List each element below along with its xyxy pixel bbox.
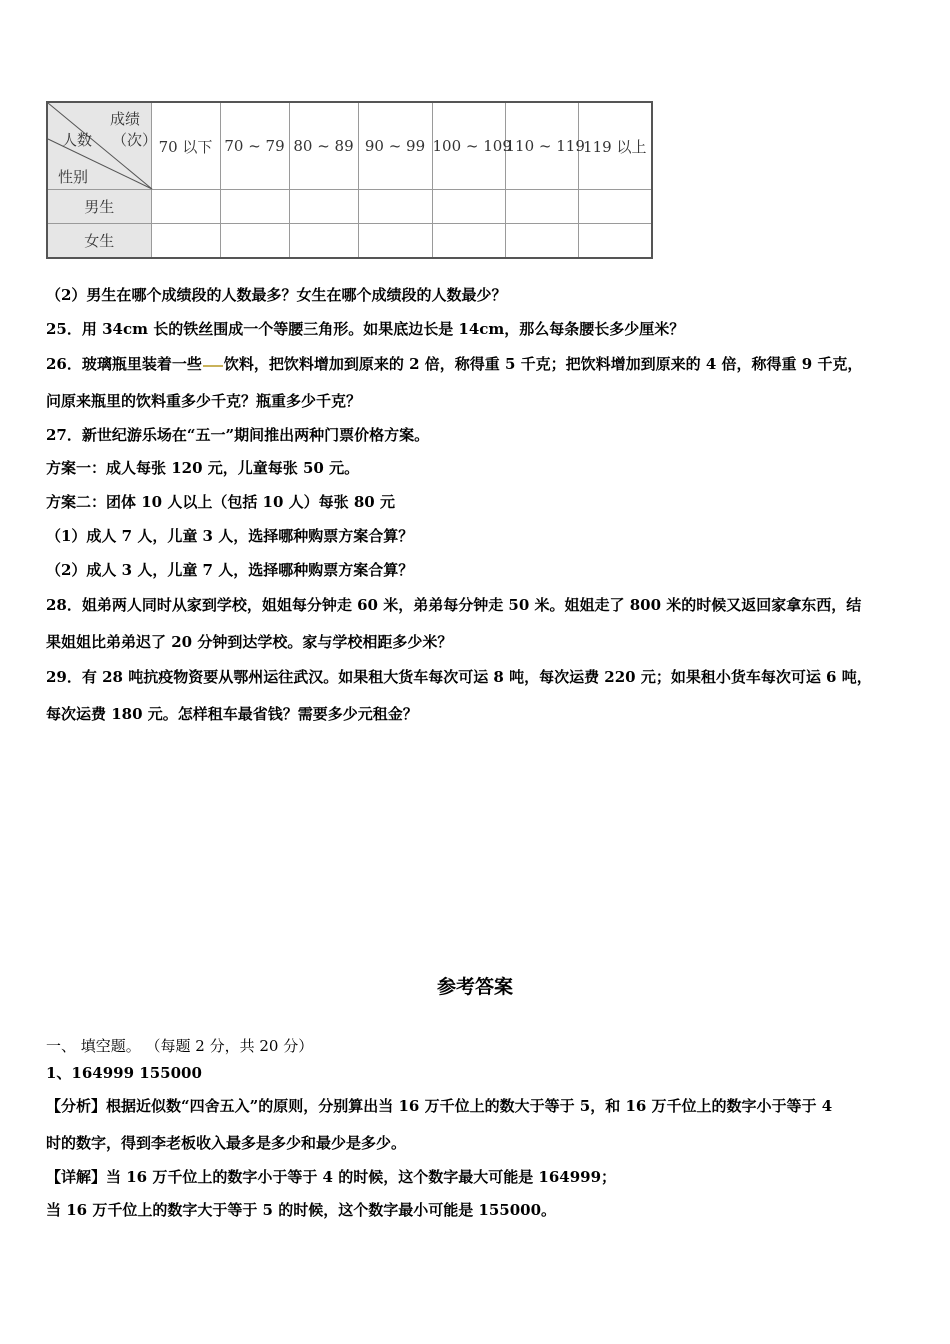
- answer-1-analysis-cont: 时的数字，得到李老板收入最多是多少和最少是多少。: [46, 1134, 407, 1152]
- table-cell: [505, 224, 578, 259]
- column-header: 119 以上: [578, 102, 652, 190]
- table-cell: [358, 190, 432, 224]
- table-cell: [289, 190, 358, 224]
- table-cell: [432, 224, 505, 259]
- answer-1: 1、164999 155000: [46, 1064, 202, 1082]
- answer-1-detail-cont: 当 16 万千位上的数字大于等于 5 的时候，这个数字最小可能是 155000。: [46, 1201, 557, 1219]
- column-header: 80 ~ 89: [289, 102, 358, 190]
- table-header-row: [47, 102, 652, 190]
- table-cell: [578, 190, 652, 224]
- diagonal-header-cell: [47, 102, 158, 190]
- table-cell: [289, 224, 358, 259]
- diag-label-count: 人数: [62, 131, 93, 149]
- table-cell: [358, 224, 432, 259]
- table-cell: [151, 190, 220, 224]
- answer-1-analysis: 【分析】根据近似数“四舍五入”的原则，分别算出当 16 万千位上的数大于等于 5，和 16 万千位上的数字小于等于 4: [46, 1097, 833, 1115]
- question-29-cont: 每次运费 180 元。怎样租车最省钱？需要多少元租金？: [46, 705, 418, 723]
- table-row: [47, 224, 652, 259]
- column-header: 90 ~ 99: [358, 102, 432, 190]
- answer-section-1-title: 一、 填空题。 （每题 2 分，共 20 分）: [46, 1037, 314, 1055]
- question-27-plan-1: 方案一：成人每张 120 元，儿童每张 50 元。: [46, 459, 360, 477]
- diag-label-times: （次）: [112, 131, 158, 149]
- answer-1-detail: 【详解】当 16 万千位上的数字小于等于 4 的时候，这个数字最大可能是 164999；: [46, 1168, 617, 1186]
- diag-label-gender: 性别: [58, 168, 89, 186]
- question-24-part-2: （2）男生在哪个成绩段的人数最多？女生在哪个成绩段的人数最少？: [46, 286, 507, 304]
- question-26-cont: 问原来瓶里的饮料重多少千克？瓶重多少千克？: [46, 392, 362, 410]
- question-28-cont: 果姐姐比弟弟迟了 20 分钟到达学校。家与学校相距多少米？: [46, 633, 453, 651]
- question-27-part-1: （1）成人 7 人，儿童 3 人，选择哪种购票方案合算？: [46, 527, 414, 545]
- answers-heading: 参考答案: [436, 976, 513, 998]
- row-label-male: 男生: [47, 190, 151, 224]
- question-26: [46, 354, 862, 374]
- column-header: 70 ~ 79: [220, 102, 289, 190]
- table-cell: [151, 224, 220, 259]
- question-27-plan-2: 方案二：团体 10 人以上（包括 10 人）每张 80 元: [46, 493, 395, 511]
- question-26-middle: 饮料，把饮料增加到原来的 2 倍，称得重 5 千克；把饮料增加到原来的 4 倍，称得重 9 千克，: [223, 355, 863, 373]
- table-cell: [505, 190, 578, 224]
- table-row: [47, 190, 652, 224]
- score-table: [46, 101, 653, 259]
- row-label-female: 女生: [47, 224, 151, 259]
- table-cell: [220, 224, 289, 259]
- question-29: 29．有 28 吨抗疫物资要从鄂州运往武汉。如果租大货车每次可运 8 吨，每次运费 220 元；如果租小货车每次可运 6 吨，: [46, 668, 872, 686]
- question-27-part-2: （2）成人 3 人，儿童 7 人，选择哪种购票方案合算？: [46, 561, 414, 579]
- question-25: 25．用 34cm 长的铁丝围成一个等腰三角形。如果底边长是 14cm，那么每条腰长多少厘米？: [46, 320, 685, 338]
- question-27: 27．新世纪游乐场在“五一”期间推出两种门票价格方案。: [46, 426, 430, 444]
- question-26-start: 26．玻璃瓶里装着一些: [46, 355, 202, 373]
- diag-label-score: 成绩: [110, 110, 141, 128]
- table-cell: [432, 190, 505, 224]
- fill-blank: [203, 365, 223, 367]
- table-cell: [578, 224, 652, 259]
- table-cell: [220, 190, 289, 224]
- question-28: 28．姐弟两人同时从家到学校，姐姐每分钟走 60 米，弟弟每分钟走 50 米。姐姐走了 800 米的时候又返回家拿东西，结: [46, 596, 862, 614]
- column-header: 100 ~ 109: [432, 102, 505, 190]
- column-header: 110 ~ 119: [505, 102, 578, 190]
- column-header: 70 以下: [151, 102, 220, 190]
